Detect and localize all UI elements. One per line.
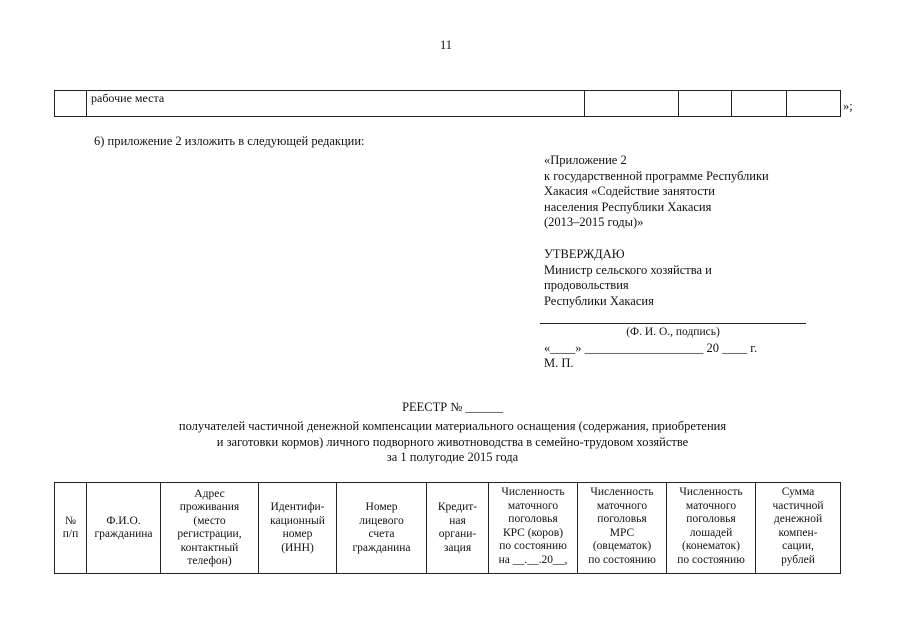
- page-number: 11: [440, 38, 453, 52]
- column-header: Сумма частичной денежной компен- сации, рублей: [756, 483, 841, 574]
- closing-quote: »;: [843, 99, 853, 113]
- appendix-line: «Приложение 2: [544, 153, 627, 167]
- approval-line: Республики Хакасия: [544, 293, 654, 308]
- table-row: [55, 91, 841, 117]
- approval-title: УТВЕРЖДАЮ: [544, 247, 625, 261]
- signature-caption: (Ф. И. О., подпись): [626, 326, 720, 338]
- register-subtitle-line: за 1 полугодие 2015 года: [386, 450, 519, 464]
- appendix-line: населения Республики Хакасия: [544, 199, 712, 214]
- appendix-block: [544, 153, 769, 231]
- continuation-table: [54, 90, 841, 117]
- appendix-line: Хакасия «Содействие занятости: [544, 184, 715, 198]
- column-header: № п/п: [55, 483, 87, 574]
- register-subtitle-line: и заготовки кормов) личного подворного животноводства в семейно-трудовом хозяйстве: [216, 434, 689, 449]
- column-header: Идентифи- кационный номер (ИНН): [259, 483, 337, 574]
- register-subtitle: [0, 419, 905, 466]
- register-table: [54, 482, 841, 574]
- column-header: Численность маточного поголовья КРС (коров) по состоянию на __.__.20__,: [489, 483, 578, 574]
- table-cell: [585, 91, 679, 117]
- column-header: Кредит- ная органи- зация: [427, 483, 489, 574]
- approval-line: Министр сельского хозяйства и: [544, 262, 712, 277]
- date-line: «____» ___________________ 20 ____ г.: [544, 341, 758, 355]
- row-label: рабочие места: [91, 91, 165, 105]
- table-cell: [679, 91, 732, 117]
- column-header: Номер лицевого счета гражданина: [337, 483, 427, 574]
- approval-line: продовольствия: [544, 278, 629, 292]
- appendix-line: к государственной программе Республики: [544, 168, 769, 183]
- table-header-row: [55, 483, 841, 574]
- register-subtitle-line: получателей частичной денежной компенсации материального оснащения (содержания, приобретения: [178, 419, 727, 433]
- approval-block: [544, 247, 712, 309]
- stamp-label: М. П.: [544, 356, 574, 370]
- table-cell: [55, 91, 87, 117]
- column-header: Ф.И.О. гражданина: [87, 483, 161, 574]
- instruction-text: 6) приложение 2 изложить в следующей редакции:: [94, 134, 365, 148]
- appendix-line: (2013–2015 годы)»: [544, 215, 644, 229]
- column-header: Численность маточного поголовья лошадей (конематок) по состоянию: [667, 483, 756, 574]
- row-label-cell: [87, 91, 585, 117]
- table-cell: [732, 91, 787, 117]
- column-header: Численность маточного поголовья МРС (овцематок) по состоянию: [578, 483, 667, 574]
- table-cell: [787, 91, 841, 117]
- column-header: Адрес проживания (место регистрации, контактный телефон): [161, 483, 259, 574]
- signature-line: [540, 323, 806, 324]
- register-title: РЕЕСТР № ______: [402, 400, 503, 414]
